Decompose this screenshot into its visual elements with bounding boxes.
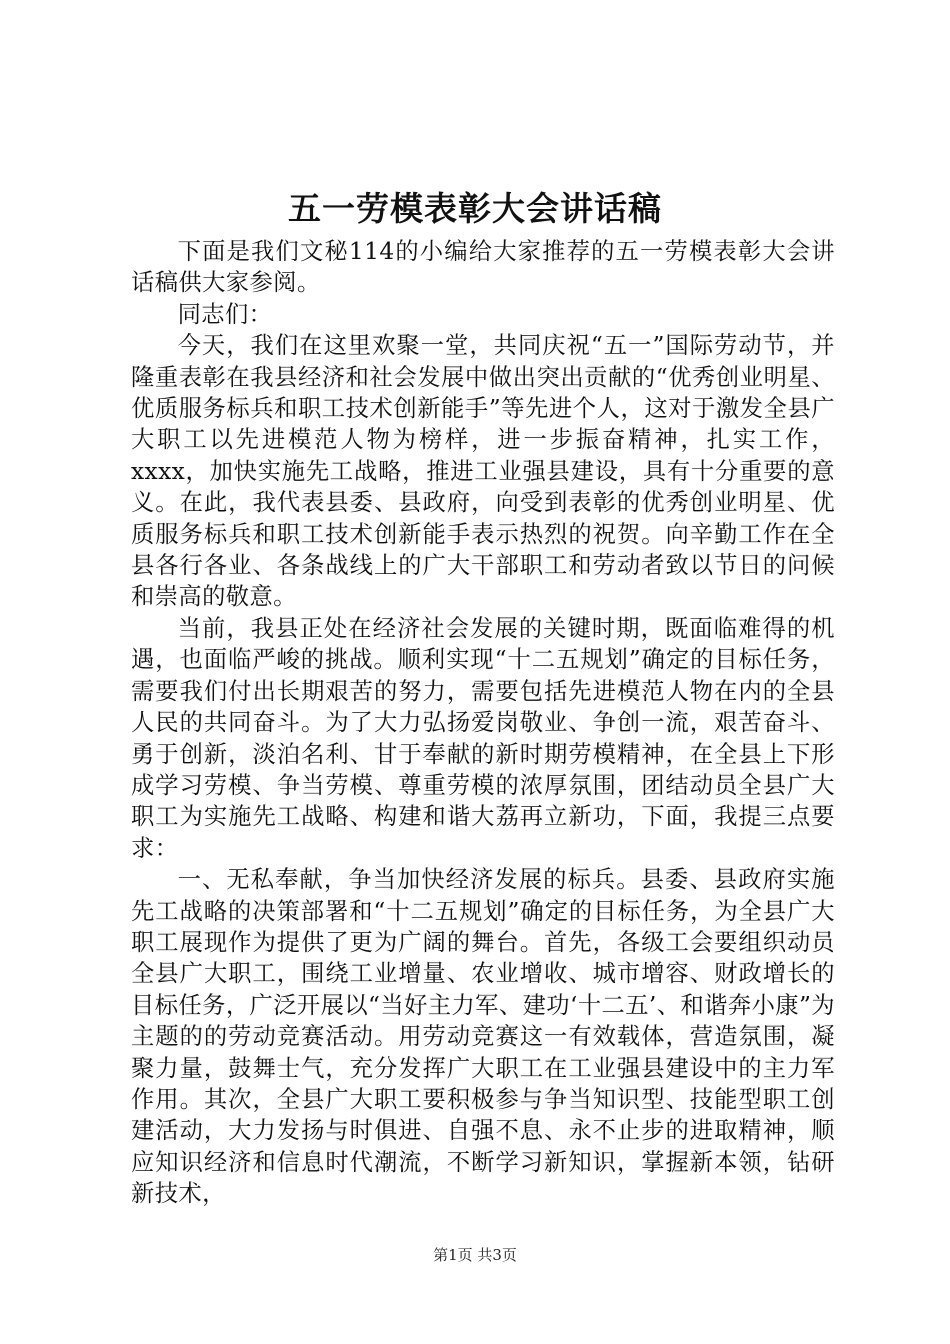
body-paragraph: 当前，我县正处在经济社会发展的关键时期，既面临难得的机遇，也面临严峻的挑战。顺利实现“十二五规划”确定的目标任务，需要我们付出长期艰苦的努力，需要包括先进模范人物在内的全县人民的共同奋斗。为了大力弘扬爱岗敬业、争创一流，艰苦奋斗、勇于创新，淡泊名利、甘于奉献的新时期劳模精神，在全县上下形成学习劳模、争当劳模、尊重劳模的浓厚氛围，团结动员全县广大职工为实施先工战略、构建和谐大荔再立新功，下面，我提三点要求： xyxy=(131,614,835,862)
body-paragraph: 今天，我们在这里欢聚一堂，共同庆祝“五一”国际劳动节，并隆重表彰在我县经济和社会发展中做出突出贡献的“优秀创业明星、优质服务标兵和职工技术创新能手”等先进个人，这对于激发全县广大职工以先进模范人物为榜样，进一步振奋精神，扎实工作，xxxx，加快实施先工战略，推进工业强县建设，具有十分重要的意义。在此，我代表县委、县政府，向受到表彰的优秀创业明星、优质服务标兵和职工技术创新能手表示热烈的祝贺。向辛勤工作在全县各行各业、各条战线上的广大干部职工和劳动者致以节日的问候和崇高的敬意。 xyxy=(131,332,835,611)
intro-paragraph: 下面是我们文秘114的小编给大家推荐的五一劳模表彰大会讲话稿供大家参阅。 xyxy=(131,238,835,297)
document-title: 五一劳模表彰大会讲话稿 xyxy=(288,189,662,228)
salutation: 同志们： xyxy=(177,300,273,328)
document-body xyxy=(131,236,835,1210)
body-paragraph: 一、无私奉献，争当加快经济发展的标兵。县委、县政府实施先工战略的决策部署和“十二五规划”确定的目标任务，为全县广大职工展现作为提供了更为广阔的舞台。首先，各级工会要组织动员全县广大职工，围绕工业增量、农业增收、城市增容、财政增长的目标任务，广泛开展以“当好主力军、建功‘十二五’、和谐奔小康”为主题的的劳动竞赛活动。用劳动竞赛这一有效载体，营造氛围，凝聚力量，鼓舞士气，充分发挥广大职工在工业强县建设中的主力军作用。其次，全县广大职工要积极参与争当知识型、技能型职工创建活动，大力发扬与时俱进、自强不息、永不止步的进取精神，顺应知识经济和信息时代潮流，不断学习新知识，掌握新本领，钻研新技术， xyxy=(131,866,835,1208)
page-number-footer: 第1页 共3页 xyxy=(433,1246,517,1264)
